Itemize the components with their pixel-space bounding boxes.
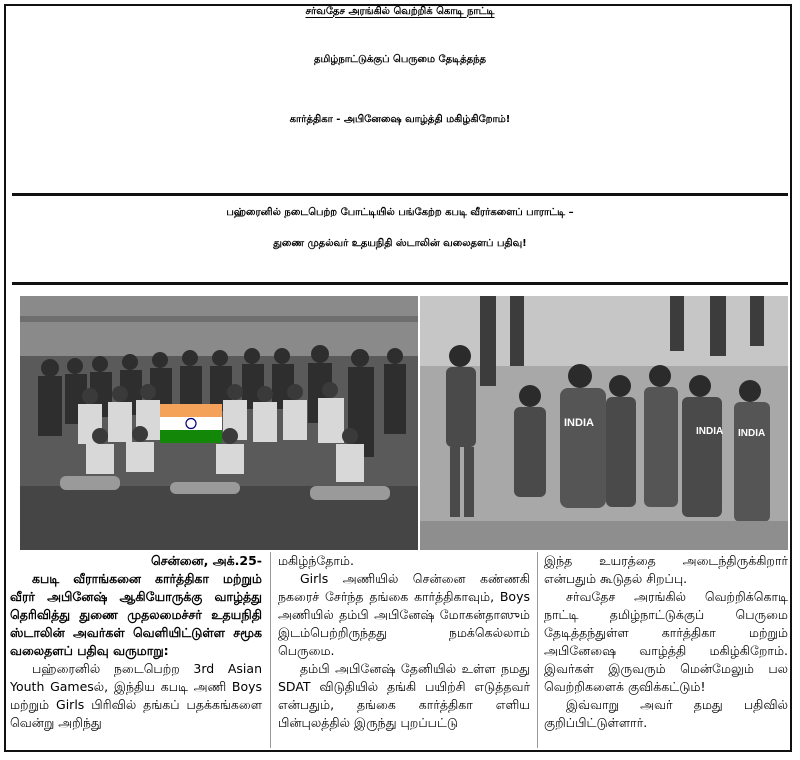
subhead-line-2: துணை முதல்வர் உதயநிதி ஸ்டாலின் வலைதளப் பதிவு! bbox=[273, 238, 527, 249]
article-paragraph: சர்வதேச அரங்கில் வெற்றிக்கொடி நாட்டி தமிழ்நாட்டுக்குப் பெருமை தேடித்தந்துள்ள கார்த்திகா மற்றும் அபினேஷை வாழ்த்தி மகிழ்கிறோம். இவர்கள் இருவரும் மென்மேலும் பல வெற்றிகளைக் குவிக்கட்டும்! bbox=[544, 589, 788, 694]
photo-team-with-flag bbox=[20, 296, 418, 550]
article-paragraph: இவ்வாறு அவர் தமது பதிவில் குறிப்பிட்டுள்ளார். bbox=[544, 697, 788, 730]
subhead-line-1: பஹ்ரைனில் நடைபெற்ற போட்டியில் பங்கேற்ற கபடி வீரர்களைப் பாராட்டி – bbox=[226, 207, 574, 218]
headline-line-2: கார்த்திகா - அபினேஷை வாழ்த்தி மகிழ்கிறோம்! bbox=[289, 114, 511, 125]
divider-top bbox=[12, 193, 788, 196]
headline-line-1: தமிழ்நாட்டுக்குப் பெருமை தேடித்தந்த bbox=[313, 54, 487, 65]
column-divider bbox=[537, 552, 538, 748]
svg-text:INDIA: INDIA bbox=[564, 417, 594, 429]
article-paragraph: Girls அணியில் சென்னை கண்ணகி நகரைச் சேர்ந்த தங்கை கார்த்திகாவும், Boys அணியில் தம்பி அபினேஷ் மோகன்தாஸும் இடம்பெற்றிருந்தது நமக்கெல்லாம் பெருமை. bbox=[278, 571, 530, 658]
article-paragraph: மகிழ்ந்தோம். bbox=[278, 553, 354, 568]
article-column-1 bbox=[10, 552, 262, 732]
dateline: சென்னை, அக்.25- bbox=[150, 553, 262, 568]
column-divider bbox=[270, 552, 271, 748]
article-column-3 bbox=[544, 552, 788, 732]
divider-bottom bbox=[12, 282, 788, 285]
article-paragraph: தம்பி அபினேஷ் தேனியில் உள்ள நமது SDAT விடுதியில் தங்கி பயிற்சி எடுத்தவர் என்பதும், தங்கை கார்த்திகா எளிய பின்புலத்தில் இருந்து புறப்பட்டு bbox=[278, 661, 530, 730]
svg-text:INDIA: INDIA bbox=[738, 428, 766, 439]
indian-flag-icon bbox=[160, 404, 222, 443]
article-paragraph: இந்த உயரத்தை அடைந்திருக்கிறார் என்பதும் கூடுதல் சிறப்பு. bbox=[544, 553, 788, 586]
article-column-2 bbox=[278, 552, 530, 732]
article-lead: கபடி வீராங்கனை கார்த்திகா மற்றும் வீரர் அபினேஷ் ஆகியோருக்கு வாழ்த்து தெரிவித்து துணை முதலமைச்சர் உதயநிதி ஸ்டாலின் அவர்கள் வெளியிட்டுள்ள சமூக வலைதளப் பதிவு வருமாறு: bbox=[10, 571, 262, 658]
svg-text:INDIA: INDIA bbox=[696, 426, 724, 437]
kicker: சர்வதேச அரங்கில் வெற்றிக் கொடி நாட்டி bbox=[305, 6, 495, 17]
article-paragraph: பஹ்ரைனில் நடைபெற்ற 3rd Asian Youth Gamesல், இந்திய கபடி அணி Boys மற்றும் Girls பிரிவில் தங்கப் பதக்கங்களை வென்று அறிந்து bbox=[10, 661, 262, 730]
photo-team-huddle bbox=[420, 296, 788, 550]
